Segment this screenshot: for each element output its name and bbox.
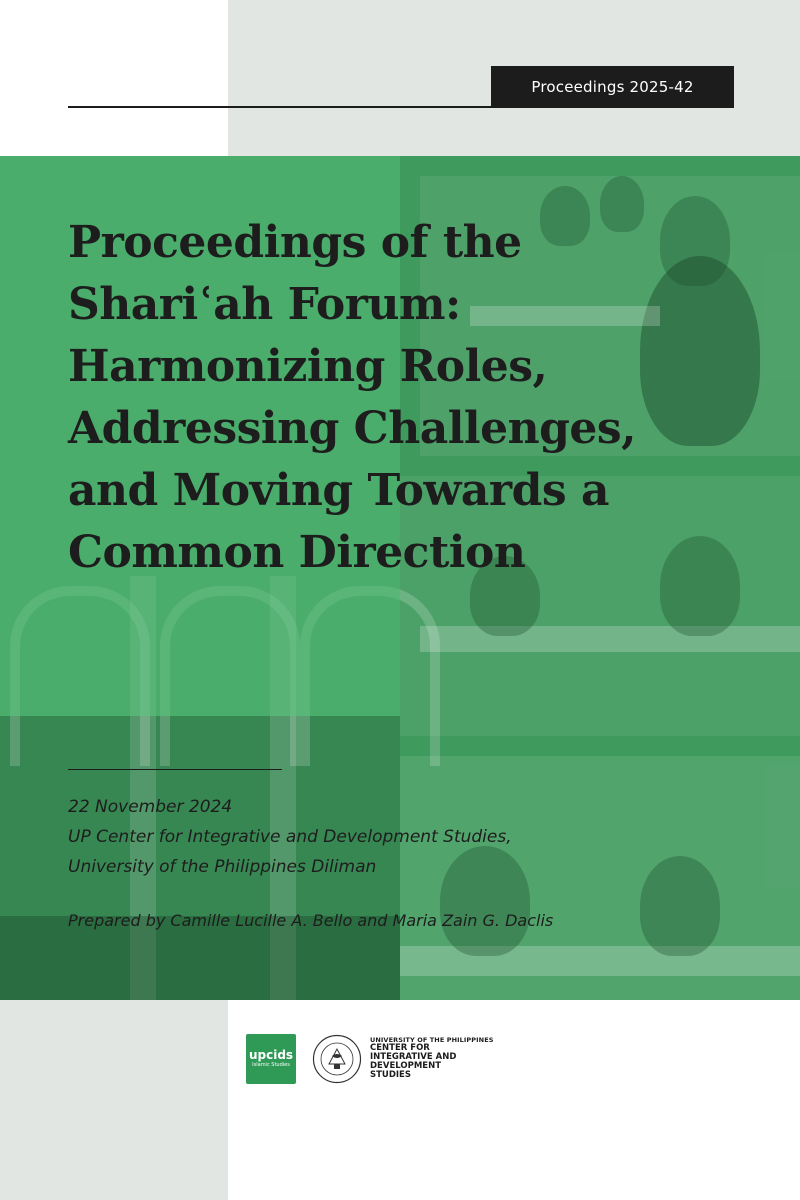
upcids-logo-sub: Islamic Studies xyxy=(252,1062,290,1068)
up-seal-icon xyxy=(312,1034,362,1084)
title-line: Addressing Challenges, xyxy=(68,403,636,454)
event-venue-university: University of the Philippines Diliman xyxy=(68,857,377,877)
institution-line: UNIVERSITY OF THE PHILIPPINES xyxy=(370,1036,494,1044)
title-line: Harmonizing Roles, xyxy=(68,341,548,392)
meta-rule xyxy=(68,769,282,770)
title-line: Shariʿah Forum: xyxy=(68,279,461,330)
institution-wordmark xyxy=(370,1036,510,1080)
document-title xyxy=(68,212,708,584)
title-line: Proceedings of the xyxy=(68,217,522,268)
photo-table xyxy=(420,626,800,652)
event-venue-center: UP Center for Integrative and Development Studies, xyxy=(68,827,512,847)
upcids-logo-word: upcids xyxy=(248,1048,294,1062)
title-line: and Moving Towards a xyxy=(68,465,609,516)
institution-line: STUDIES xyxy=(370,1070,411,1080)
title-line: Common Direction xyxy=(68,527,526,578)
series-badge: Proceedings 2025-42 xyxy=(491,66,734,108)
institution-line: INTEGRATIVE AND xyxy=(370,1052,457,1062)
footer-background xyxy=(0,1000,228,1200)
upcids-logo xyxy=(246,1034,296,1084)
institution-line: DEVELOPMENT xyxy=(370,1061,441,1071)
header-rule xyxy=(68,106,734,108)
prepared-by: Prepared by Camille Lucille A. Bello and Maria Zain G. Daclis xyxy=(68,911,554,930)
event-date: 22 November 2024 xyxy=(68,797,233,817)
institution-line: CENTER FOR xyxy=(370,1043,430,1053)
